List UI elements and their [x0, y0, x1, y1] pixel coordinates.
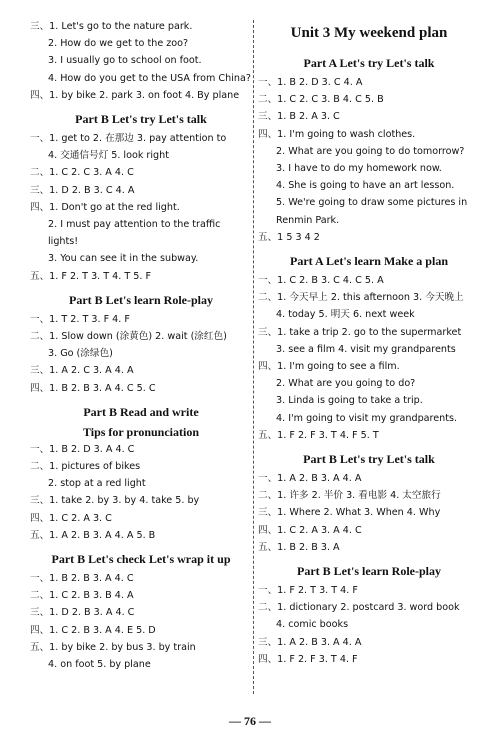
answer-line: 五、1. F 2. T 3. T 4. T 5. F	[30, 270, 152, 282]
section-heading: Part B Let's try Let's talk	[75, 112, 207, 127]
answer-line: 三、1. take 2. by 3. by 4. take 5. by	[30, 495, 200, 507]
answer-line: 二、1. dictionary 2. postcard 3. word book	[258, 602, 460, 614]
section-heading: Part B Let's try Let's talk	[303, 452, 435, 467]
answer-line: 三、1. Let's go to the nature park.	[30, 21, 193, 32]
answer-line: 一、1. T 2. T 3. F 4. F	[30, 313, 130, 325]
answer-line: 三、1. B 2. A 3. C	[258, 111, 340, 123]
answer-line: 五、1. A 2. B 3. A 4. A 5. B	[30, 529, 156, 541]
section-heading: Part A Let's try Let's talk	[303, 56, 435, 70]
answer-line: 一、1. C 2. B 3. C 4. C 5. A	[258, 275, 384, 287]
answer-line: 五、1. B 2. B 3. A	[258, 541, 340, 553]
answer-line: 一、1. B 2. D 3. C 4. A	[258, 77, 363, 88]
answer-line: 三、1. take a trip 2. go to the supermarket	[258, 326, 462, 338]
answer-line: 一、1. get to 2. 在那边 3. pay attention to	[30, 133, 227, 145]
answer-line: 四、1. by bike 2. park 3. on foot 4. By plane	[30, 89, 240, 101]
column-divider	[253, 20, 254, 694]
answer-line: 三、1. D 2. B 3. C 4. A	[30, 184, 135, 196]
answer-line: 二、1. 许多 2. 半价 3. 看电影 4. 太空旅行	[258, 490, 441, 502]
answer-line: 2. What are you going to do tomorrow?	[276, 145, 465, 157]
answer-line: 四、1. I'm going to see a film.	[258, 361, 400, 373]
answer-line: 五、1 5 3 4 2	[258, 231, 320, 243]
answer-line: 四、1. C 2. A 3. C	[30, 512, 112, 524]
right-column	[258, 18, 480, 668]
answer-line: 2. stop at a red light	[48, 478, 146, 490]
answer-line: 二、1. C 2. B 3. B 4. A	[30, 590, 134, 602]
answer-line: 一、1. A 2. B 3. A 4. A	[258, 473, 362, 485]
section-heading: Part A Let's learn Make a plan	[290, 254, 448, 269]
answer-line: 四、1. B 2. B 3. A 4. C 5. C	[30, 382, 156, 394]
answer-line: 3. see a film 4. visit my grandparents	[276, 343, 456, 355]
answer-line: 三、1. Where 2. What 3. When 4. Why	[258, 507, 441, 519]
answer-line: 3. You can see it in the subway.	[48, 253, 199, 265]
answer-line: 4. I'm going to visit my grandparents.	[276, 412, 458, 424]
answer-line: 三、1. D 2. B 3. A 4. C	[30, 607, 135, 619]
answer-line: 2. What are you going to do?	[276, 378, 416, 390]
answer-line: 五、1. by bike 2. by bus 3. by train	[30, 641, 196, 653]
answer-line: 4. comic books	[276, 619, 349, 631]
answer-line: 三、1. A 2. B 3. A 4. A	[258, 636, 362, 648]
answer-line: 四、1. Don't go at the red light.	[30, 201, 180, 213]
answer-line: 2. I must pay attention to the traffic lights!	[48, 219, 221, 248]
answer-line: 三、1. A 2. C 3. A 4. A	[30, 365, 134, 377]
answer-line: 4. She is going to have an art lesson.	[276, 180, 455, 192]
answer-line: 四、1. F 2. F 3. T 4. F	[258, 653, 358, 665]
section-subheading: Tips for pronunciation	[82, 424, 200, 439]
unit-title: Unit 3 My weekend plan	[290, 25, 448, 41]
answer-line: 二、1. C 2. C 3. A 4. C	[30, 167, 134, 179]
section-heading: Part B Read and write	[83, 404, 199, 419]
answer-line: 二、1. pictures of bikes	[30, 461, 141, 473]
answer-line: 3. I have to do my homework now.	[276, 163, 442, 175]
answer-line: 3. I usually go to school on foot.	[48, 55, 202, 67]
left-column	[30, 18, 252, 673]
section-heading: Part B Let's learn Role-play	[297, 564, 441, 579]
answer-line: 二、1. Slow down (涂黄色) 2. wait (涂红色)	[30, 331, 227, 343]
answer-line: 4. on foot 5. by plane	[48, 659, 151, 671]
answer-line: 二、1. C 2. C 3. B 4. C 5. B	[258, 94, 384, 106]
answer-line: 四、1. C 2. A 3. A 4. C	[258, 524, 362, 536]
answer-line: 二、1. 今天早上 2. this afternoon 3. 今天晚上	[258, 292, 464, 304]
answer-line: 一、1. B 2. B 3. A 4. C	[30, 573, 134, 585]
answer-line: 五、1. F 2. F 3. T 4. F 5. T	[258, 429, 379, 441]
section-heading: Part B Let's check Let's wrap it up	[51, 552, 231, 567]
page-number: — 76 —	[229, 714, 271, 728]
answer-line: 3. Linda is going to take a trip.	[276, 395, 423, 407]
answer-line: 4. How do you get to the USA from China?	[48, 72, 251, 84]
section-heading: Part B Let's learn Role-play	[69, 292, 213, 307]
answer-line: 4. 交通信号灯 5. look right	[48, 150, 169, 162]
answer-line: 四、1. I'm going to wash clothes.	[258, 128, 416, 140]
answer-line: 四、1. C 2. B 3. A 4. E 5. D	[30, 624, 156, 636]
answer-line: 2. How do we get to the zoo?	[48, 38, 189, 50]
answer-line: 3. Go (涂绿色)	[48, 348, 113, 360]
answer-line: 一、1. F 2. T 3. T 4. F	[258, 585, 358, 597]
answer-line: 5. We're going to draw some pictures in Renmin Park.	[276, 197, 468, 226]
answer-line: 4. today 5. 明天 6. next week	[276, 309, 415, 321]
answer-line: 一、1. B 2. D 3. A 4. C	[30, 443, 135, 455]
